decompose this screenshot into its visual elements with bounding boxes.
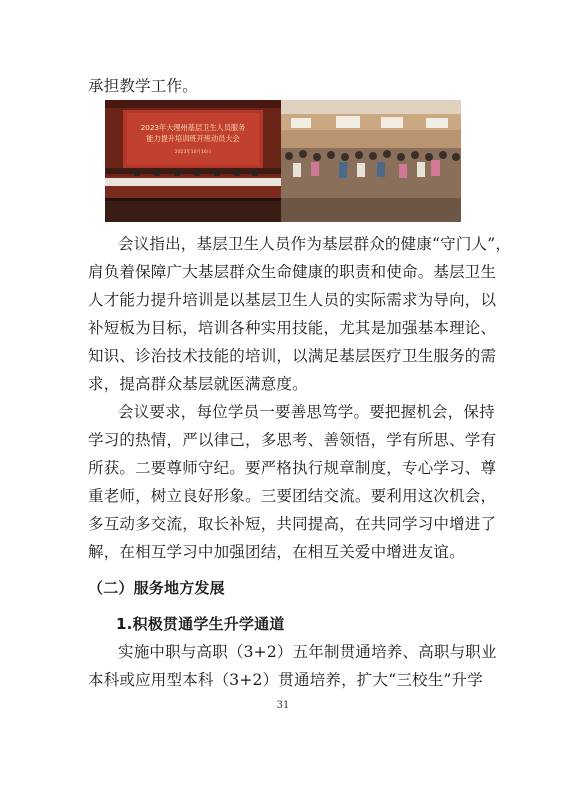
text-line: 人才能力提升培训是以基层卫生人员的实际需求为导向，以 — [88, 291, 497, 309]
text-line: 重老师，树立良好形象。三要团结交流。要利用这次机会， — [88, 487, 497, 505]
text-line: 知识、诊治技术技能的培训，以满足基层医疗卫生服务的需 — [88, 347, 497, 365]
banner-date: 2023年10月16日 — [174, 150, 212, 155]
text-line: 本科或应用型本科（3+2）贯通培养，扩大“三校生”升学 — [88, 671, 483, 689]
meeting-stage-photo — [105, 100, 281, 222]
text-line: 会议要求，每位学员一要善思笃学。要把握机会，保持 — [118, 403, 495, 421]
text-line: 实施中职与高职（3+2）五年制贯通培养、高职与职业 — [118, 643, 497, 661]
photo-strip — [105, 100, 461, 222]
text-line: 会议指出，基层卫生人员作为基层群众的健康“守门人”， — [118, 235, 512, 253]
text-line: 学习的热情，严以律己，多思考、善领悟，学有所思、学有 — [88, 431, 497, 449]
text-line: 求，提高群众基层就医满意度。 — [88, 375, 308, 393]
banner-line-2: 能力提升培训班开班动员大会 — [146, 134, 240, 143]
text-line: 所获。二要尊师守纪。要严格执行规章制度，专心学习、尊 — [88, 459, 497, 477]
text-line: 肩负着保障广大基层群众生命健康的职责和使命。基层卫生 — [88, 263, 497, 281]
banner-line-1: 2023年大理州基层卫生人员服务 — [140, 123, 246, 132]
subsection-heading: 1.积极贯通学生升学通道 — [116, 615, 285, 633]
text-line: 解，在相互学习中加强团结，在相互关爱中增进友谊。 — [88, 543, 465, 561]
section-heading: （二）服务地方发展 — [88, 579, 225, 597]
audience-photo — [281, 100, 461, 222]
text-line: 补短板为目标，培训各种实用技能，尤其是加强基本理论、 — [88, 319, 497, 337]
text-line: 承担教学工作。 — [88, 77, 198, 95]
text-line: 多互动多交流，取长补短，共同提高，在共同学习中增进了 — [88, 515, 497, 533]
page-number: 31 — [276, 700, 290, 711]
